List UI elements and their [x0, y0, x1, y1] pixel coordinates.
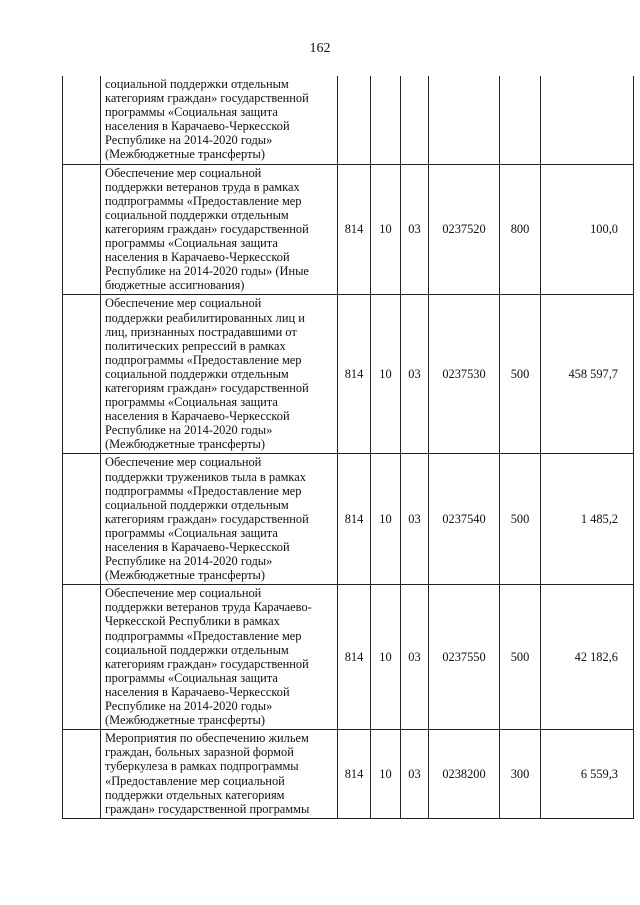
item-name-line: бюджетные ассигнования) — [105, 278, 245, 293]
item-name-line: социальной поддержки отдельным — [105, 642, 289, 657]
item-name-line: поддержки реабилитированных лиц и — [105, 310, 305, 325]
amount-cell — [541, 76, 634, 164]
item-name-cell — [101, 730, 338, 819]
item-name-line: Республике на 2014-2020 годы» — [105, 699, 273, 714]
item-name-cell — [101, 585, 338, 730]
section-code-cell: 10 — [371, 585, 401, 730]
amount-cell: 1 485,2 — [541, 454, 634, 585]
ministry-code-cell: 814 — [338, 295, 371, 454]
item-name-line: Республике на 2014-2020 годы» — [105, 423, 273, 438]
table-body — [63, 76, 634, 818]
item-name-line: программы «Социальная защита — [105, 395, 278, 410]
item-name-cell — [101, 164, 338, 295]
section-code-cell: 10 — [371, 730, 401, 819]
amount-cell: 6 559,3 — [541, 730, 634, 819]
item-name-line: подпрограммы «Предоставление мер — [105, 193, 302, 208]
item-name-line: населения в Карачаево-Черкесской — [105, 540, 290, 554]
item-name-line: (Межбюджетные трансферты) — [105, 437, 265, 452]
item-name-line: (Межбюджетные трансферты) — [105, 568, 265, 583]
item-name-line: населения в Карачаево-Черкесской — [105, 250, 290, 265]
target-article-cell: 0237520 — [429, 164, 500, 295]
item-name-line: категориям граждан» государственной — [105, 91, 309, 106]
item-name-cell — [101, 76, 338, 164]
page-number: 162 — [309, 41, 331, 56]
subsection-code-cell: 03 — [401, 164, 429, 295]
item-name-line: социальной поддержки отдельным — [105, 207, 289, 222]
item-name-line: категориям граждан» государственной — [105, 221, 309, 236]
item-name-line: (Межбюджетные трансферты) — [105, 713, 265, 728]
row-index-cell — [63, 76, 101, 164]
ministry-code-cell: 814 — [338, 585, 371, 730]
item-name-line: политических репрессий в рамках — [105, 338, 286, 353]
ministry-code-cell: 814 — [338, 730, 371, 819]
budget-table — [62, 76, 634, 819]
target-article-cell: 0238200 — [429, 730, 500, 819]
item-name-line: социальной поддержки отдельным — [105, 497, 289, 512]
item-name-line: Обеспечение мер социальной — [105, 165, 262, 180]
item-name-line: подпрограммы «Предоставление мер — [105, 628, 302, 643]
table-row — [63, 454, 634, 585]
subsection-code-cell: 03 — [401, 730, 429, 819]
item-name-line: Обеспечение мер социальной — [105, 296, 262, 311]
item-name-line: граждан» государственной программы — [105, 801, 310, 816]
table-row — [63, 164, 634, 295]
item-name-line: Республике на 2014-2020 годы» (Иные — [105, 264, 309, 279]
section-code-cell — [371, 76, 401, 164]
expense-type-cell: 500 — [500, 295, 541, 454]
section-code-cell: 10 — [371, 295, 401, 454]
table-row — [63, 730, 634, 819]
item-name-line: подпрограммы «Предоставление мер — [105, 352, 302, 367]
section-code-cell: 10 — [371, 164, 401, 295]
item-name-line: населения в Карачаево-Черкесской — [105, 684, 290, 699]
table-row — [63, 585, 634, 730]
item-name-line: поддержки тружеников тыла в рамках — [105, 469, 306, 484]
item-name-line: населения в Карачаево-Черкесской — [105, 119, 290, 134]
item-name-cell — [101, 295, 338, 454]
target-article-cell: 0237550 — [429, 585, 500, 730]
table-row — [63, 76, 634, 164]
subsection-code-cell: 03 — [401, 295, 429, 454]
amount-cell: 42 182,6 — [541, 585, 634, 730]
row-index-cell — [63, 730, 101, 819]
item-name-line: туберкулеза в рамках подпрограммы — [105, 759, 299, 774]
item-name-line: (Межбюджетные трансферты) — [105, 147, 265, 162]
ministry-code-cell: 814 — [338, 164, 371, 295]
target-article-cell: 0237540 — [429, 454, 500, 585]
item-name-line: Республике на 2014-2020 годы» — [105, 554, 273, 569]
subsection-code-cell: 03 — [401, 585, 429, 730]
row-index-cell — [63, 585, 101, 730]
item-name-line: Мероприятия по обеспечению жильем — [105, 731, 309, 746]
item-name-line: граждан, больных заразной формой — [105, 745, 294, 760]
item-name-line: Черкесской Республики в рамках — [105, 614, 280, 629]
subsection-code-cell: 03 — [401, 454, 429, 585]
item-name-line: программы «Социальная защита — [105, 236, 278, 251]
item-name-line: подпрограммы «Предоставление мер — [105, 483, 302, 498]
item-name-line: категориям граждан» государственной — [105, 380, 309, 395]
section-code-cell: 10 — [371, 454, 401, 585]
amount-cell: 100,0 — [541, 164, 634, 295]
item-name-line: Обеспечение мер социальной — [105, 586, 262, 601]
item-name-line: социальной поддержки отдельным — [105, 366, 289, 381]
row-index-cell — [63, 295, 101, 454]
subsection-code-cell — [401, 76, 429, 164]
expense-type-cell: 500 — [500, 585, 541, 730]
target-article-cell: 0237530 — [429, 295, 500, 454]
item-name-line: поддержки ветеранов труда Карачаево- — [105, 600, 312, 615]
item-name-line: Обеспечение мер социальной — [105, 455, 262, 470]
item-name-line: поддержки ветеранов труда в рамках — [105, 179, 300, 194]
item-name-line: «Предоставление мер социальной — [105, 773, 285, 788]
item-name-line: населения в Карачаево-Черкесской — [105, 409, 290, 424]
expense-type-cell: 300 — [500, 730, 541, 819]
row-index-cell — [63, 454, 101, 585]
target-article-cell — [429, 76, 500, 164]
expense-type-cell — [500, 76, 541, 164]
item-name-line: программы «Социальная защита — [105, 525, 278, 540]
item-name-line: категориям граждан» государственной — [105, 511, 309, 526]
item-name-line: программы «Социальная защита — [105, 105, 278, 120]
item-name-line: социальной поддержки отдельным — [105, 77, 289, 91]
item-name-cell — [101, 454, 338, 585]
amount-cell: 458 597,7 — [541, 295, 634, 454]
item-name-line: программы «Социальная защита — [105, 670, 278, 685]
expense-type-cell: 500 — [500, 454, 541, 585]
ministry-code-cell — [338, 76, 371, 164]
item-name-line: категориям граждан» государственной — [105, 656, 309, 671]
item-name-line: лиц, признанных пострадавшими от — [105, 324, 297, 339]
item-name-line: поддержки отдельных категориям — [105, 787, 285, 802]
item-name-line: Республике на 2014-2020 годы» — [105, 133, 273, 148]
expense-type-cell: 800 — [500, 164, 541, 295]
ministry-code-cell: 814 — [338, 454, 371, 585]
table-row — [63, 295, 634, 454]
row-index-cell — [63, 164, 101, 295]
